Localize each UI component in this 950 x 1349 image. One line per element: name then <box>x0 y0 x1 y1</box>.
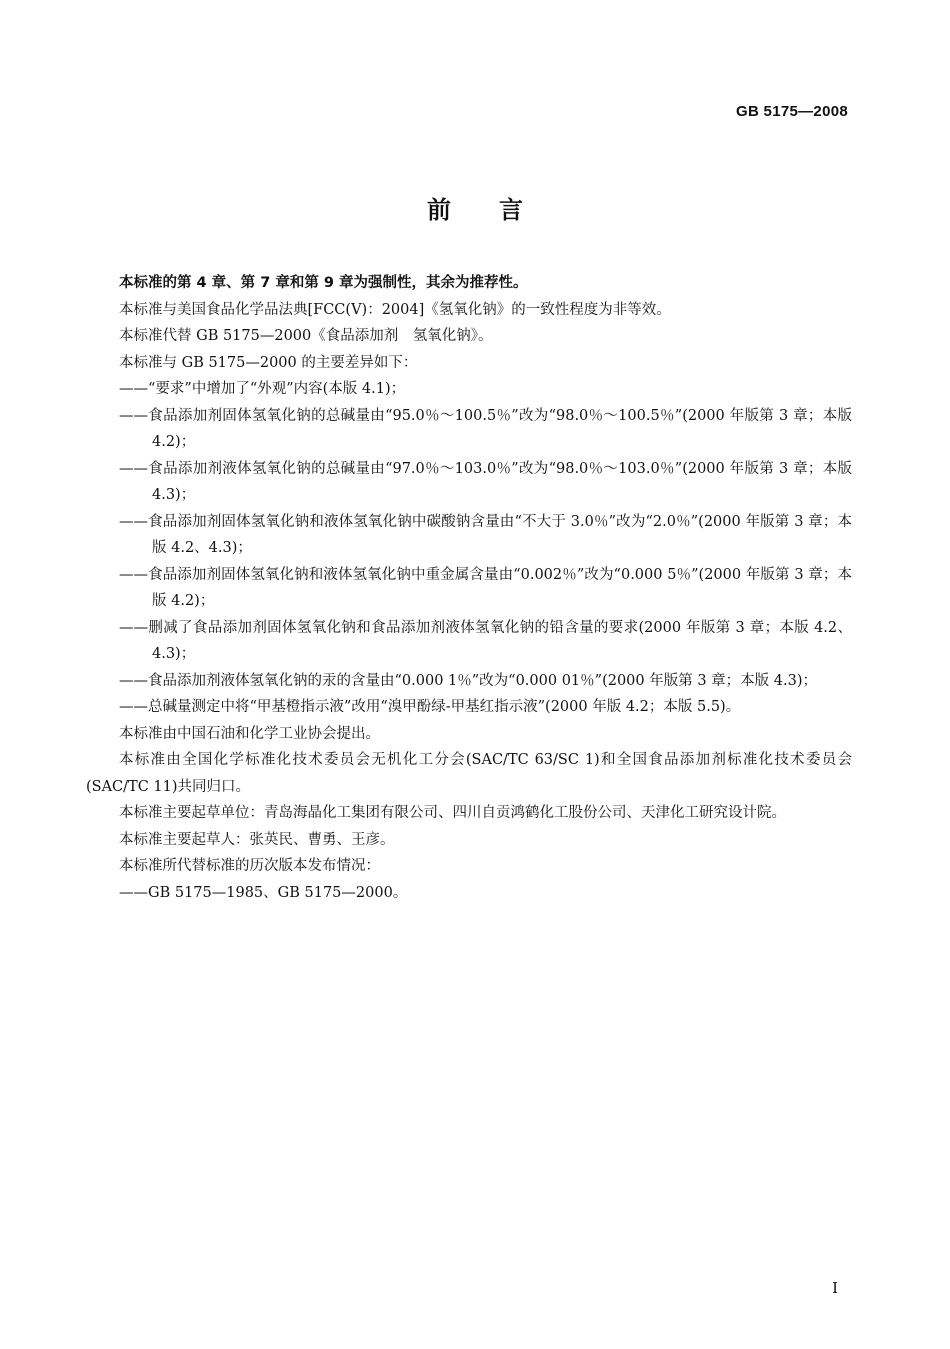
previous-versions: ——GB 5175—1985、GB 5175—2000。 <box>119 884 408 901</box>
proposer-statement: 本标准由中国石油和化学工业协会提出。 <box>119 725 380 742</box>
mandatory-statement: 本标准的第 4 章、第 7 章和第 9 章为强制性，其余为推荐性。 <box>119 275 528 291</box>
preface-body <box>86 270 852 906</box>
committee-statement: 本标准由全国化学标准化技术委员会无机化工分会(SAC/TC 63/SC 1)和全国食品添加剂标准化技术委员会(SAC/TC 11)共同归口。 <box>86 752 852 795</box>
drafters: 本标准主要起草人：张英民、曹勇、王彦。 <box>119 831 395 848</box>
replacement-statement: 本标准代替 GB 5175—2000《食品添加剂 氢氧化钠》。 <box>119 328 493 344</box>
difference-item: ——食品添加剂固体氢氧化钠和液体氢氧化钠中重金属含量由“0.002％”改为“0.000 5％”(2000 年版第 3 章；本版 4.2)； <box>119 566 852 609</box>
standard-code: GB 5175—2008 <box>735 103 848 120</box>
difference-item: ——食品添加剂液体氢氧化钠的总碱量由“97.0％～103.0％”改为“98.0％～103.0％”(2000 年版第 3 章；本版 4.3)； <box>119 460 852 503</box>
page-title: 前言 <box>427 196 571 224</box>
differences-intro: 本标准与 GB 5175—2000 的主要差异如下： <box>119 354 418 371</box>
difference-item: ——食品添加剂固体氢氧化钠和液体氢氧化钠中碳酸钠含量由“不大于 3.0％”改为“2.0％”(2000 年版第 3 章；本版 4.2、4.3)； <box>119 513 852 556</box>
version-history-intro: 本标准所代替标准的历次版本发布情况： <box>119 858 380 874</box>
consistency-statement: 本标准与美国食品化学品法典[FCC(V)：2004]《氢氧化钠》的一致性程度为非等效。 <box>119 301 671 318</box>
difference-item: ——食品添加剂固体氢氧化钠的总碱量由“95.0％～100.5％”改为“98.0％～100.5％”(2000 年版第 3 章；本版 4.2)； <box>119 407 852 450</box>
difference-item: ——食品添加剂液体氢氧化钠的汞的含量由“0.000 1％”改为“0.000 01％”(2000 年版第 3 章；本版 4.3)； <box>119 672 818 689</box>
difference-item: ——“要求”中增加了“外观”内容(本版 4.1)； <box>119 381 406 397</box>
drafting-units: 本标准主要起草单位：青岛海晶化工集团有限公司、四川自贡鸿鹤化工股份公司、天津化工研究设计院。 <box>119 805 786 821</box>
difference-item: ——总碱量测定中将“甲基橙指示液”改用“溴甲酚绿-甲基红指示液”(2000 年版 4.2；本版 5.5)。 <box>119 699 741 715</box>
page-number: I <box>832 1279 838 1297</box>
difference-item: ——删减了食品添加剂固体氢氧化钠和食品添加剂液体氢氧化钠的铅含量的要求(2000 年版第 3 章；本版 4.2、4.3)； <box>119 619 852 662</box>
